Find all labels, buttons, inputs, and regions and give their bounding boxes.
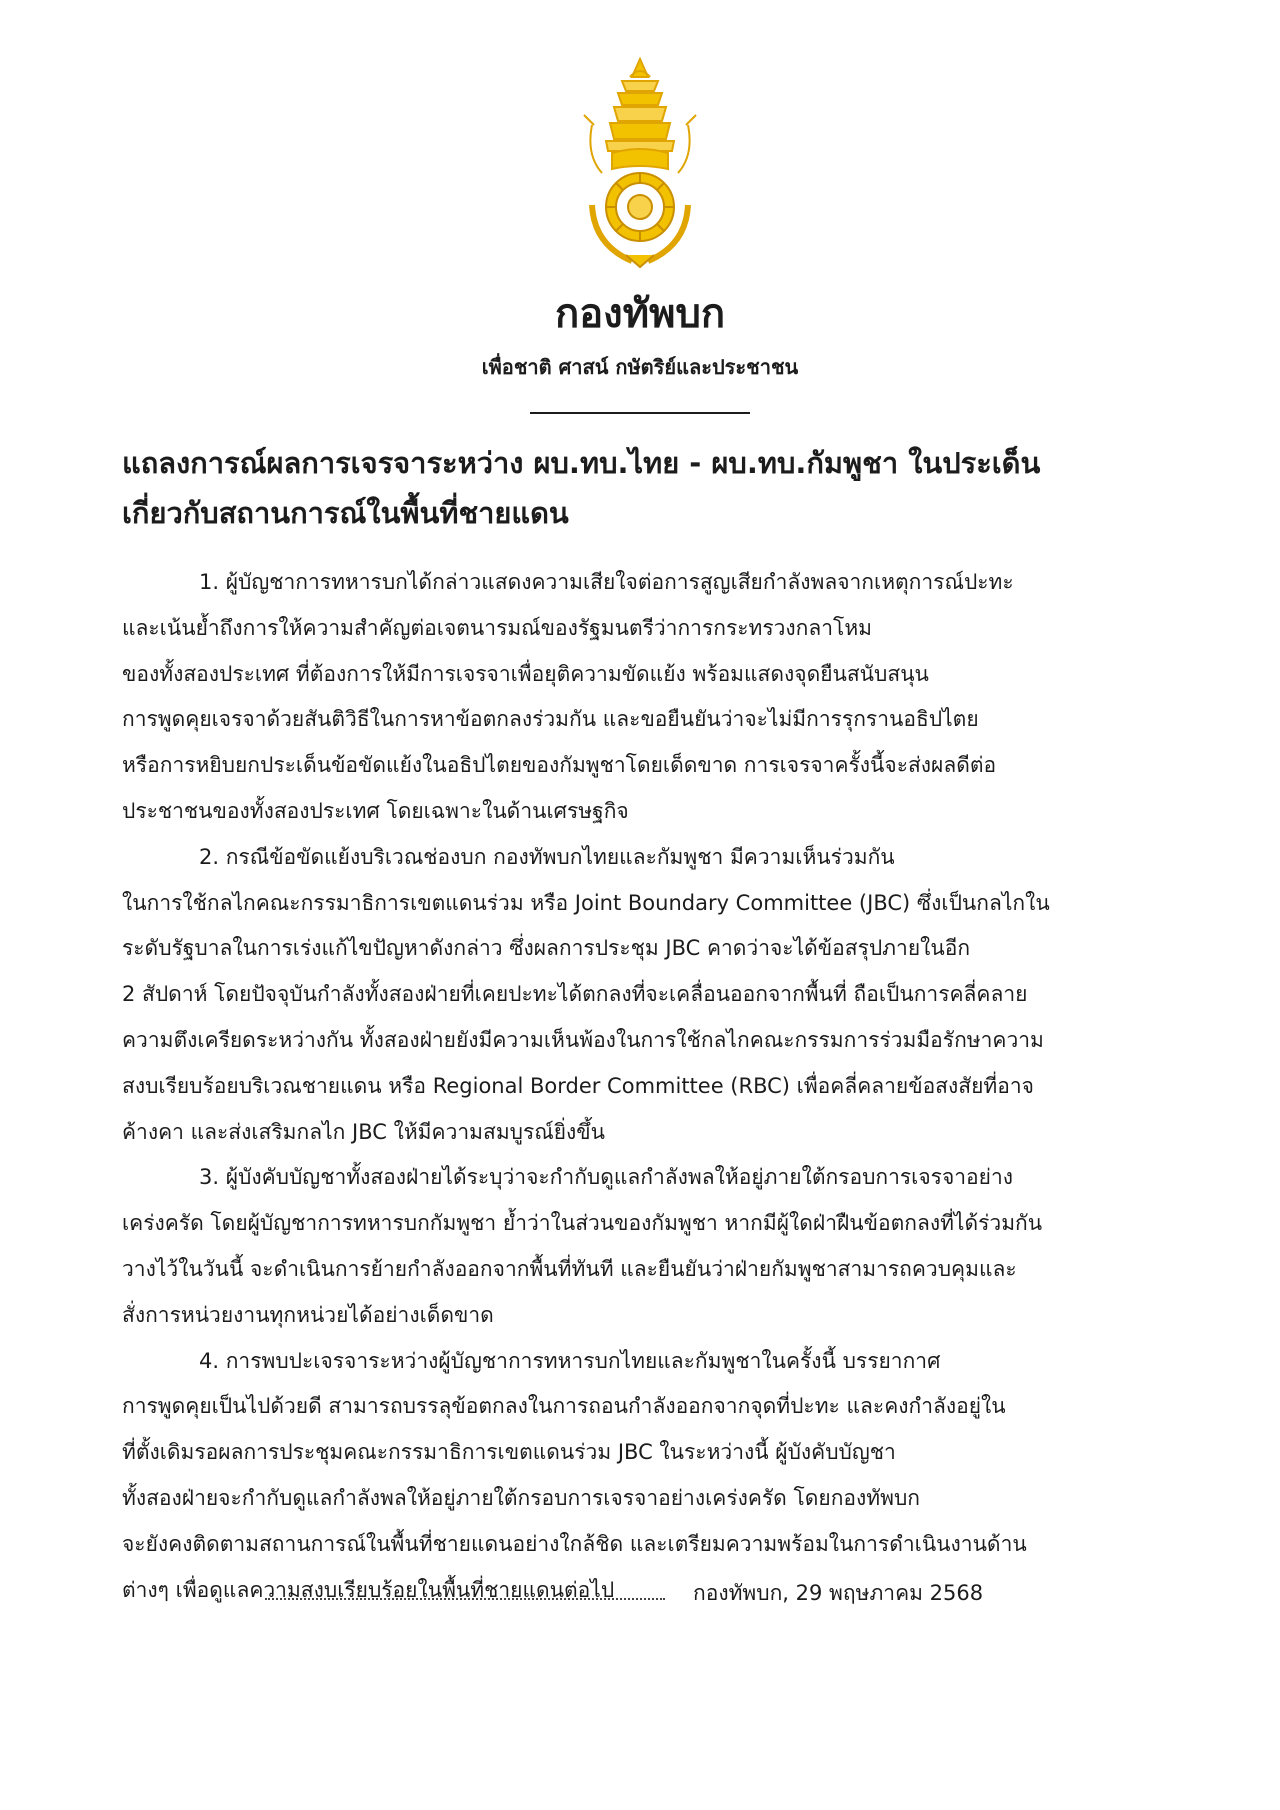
paragraph-line: การพูดคุยเป็นไปด้วยดี สามารถบรรลุข้อตกลงในการถอนกำลังออกจากจุดที่ปะทะ และคงกำลังอยู่ใน bbox=[122, 1394, 1006, 1419]
title-line: แถลงการณ์ผลการเจรจาระหว่าง ผบ.ทบ.ไทย - ผบ.ทบ.กัมพูชา ในประเด็น bbox=[122, 446, 1041, 480]
paragraph-line: ต่างๆ เพื่อดูแลความสงบเรียบร้อยในพื้นที่ชายแดนต่อไป bbox=[122, 1577, 615, 1602]
org-name: กองทัพบก bbox=[554, 291, 726, 337]
paragraph-line: วางไว้ในวันนี้ จะดำเนินการย้ายกำลังออกจากพื้นที่ทันที และยืนยันว่าฝ่ายกัมพูชาสามารถควบคุมและ bbox=[122, 1256, 1017, 1281]
org-motto: เพื่อชาติ ศาสน์ กษัตริย์และประชาชน bbox=[481, 355, 799, 379]
paragraph-line: ที่ตั้งเดิมรอผลการประชุมคณะกรรมาธิการเขตแดนร่วม JBC ในระหว่างนี้ ผู้บังคับบัญชา bbox=[122, 1440, 896, 1465]
statement-body bbox=[122, 560, 1182, 1613]
paragraph-line: ระดับรัฐบาลในการเร่งแก้ไขปัญหาดังกล่าว ซึ่งผลการประชุม JBC คาดว่าจะได้ข้อสรุปภายในอีก bbox=[122, 936, 971, 961]
paragraph-line: 2. กรณีข้อขัดแย้งบริเวณช่องบก กองทัพบกไทยและกัมพูชา มีความเห็นร่วมกัน bbox=[199, 844, 895, 869]
paragraph-line: เคร่งครัด โดยผู้บัญชาการทหารบกกัมพูชา ย้ำว่าในส่วนของกัมพูชา หากมีผู้ใดฝ่าฝืนข้อตกลงที่ได้ร่วมกัน bbox=[122, 1211, 1043, 1236]
paragraph-line: 2 สัปดาห์ โดยปัจจุบันกำลังทั้งสองฝ่ายที่เคยปะทะได้ตกลงที่จะเคลื่อนออกจากพื้นที่ ถือเป็นการคลี่คลาย bbox=[122, 982, 1028, 1007]
dotted-signature-line bbox=[265, 1580, 665, 1600]
statement-title bbox=[122, 438, 1182, 538]
paragraph-line: ประชาชนของทั้งสองประเทศ โดยเฉพาะในด้านเศรษฐกิจ bbox=[122, 798, 629, 823]
paragraph-line: ความตึงเครียดระหว่างกัน ทั้งสองฝ่ายยังมีความเห็นพ้องในการใช้กลไกคณะกรรมการร่วมมือรักษาความ bbox=[122, 1027, 1044, 1052]
signature-text: กองทัพบก, 29 พฤษภาคม 2568 bbox=[693, 1581, 984, 1605]
paragraph-line: ของทั้งสองประเทศ ที่ต้องการให้มีการเจรจาเพื่อยุติความขัดแย้ง พร้อมแสดงจุดยืนสนับสนุน bbox=[122, 661, 929, 686]
paragraph-line: จะยังคงติดตามสถานการณ์ในพื้นที่ชายแดนอย่างใกล้ชิด และเตรียมความพร้อมในการดำเนินงานด้าน bbox=[122, 1531, 1027, 1556]
paragraph-line: สงบเรียบร้อยบริเวณชายแดน หรือ Regional Border Committee (RBC) เพื่อคลี่คลายข้อสงสัยที่อาจ bbox=[122, 1073, 1034, 1098]
army-emblem-icon bbox=[572, 55, 708, 270]
paragraph-line: สั่งการหน่วยงานทุกหน่วยได้อย่างเด็ดขาด bbox=[122, 1302, 494, 1327]
paragraph-2 bbox=[122, 835, 1182, 1156]
paragraph-line: ทั้งสองฝ่ายจะกำกับดูแลกำลังพลให้อยู่ภายใต้กรอบการเจรจาอย่างเคร่งครัด โดยกองทัพบก bbox=[122, 1485, 921, 1510]
divider-line bbox=[530, 412, 750, 414]
paragraph-line: 1. ผู้บัญชาการทหารบกได้กล่าวแสดงความเสียใจต่อการสูญเสียกำลังพลจากเหตุการณ์ปะทะ bbox=[199, 570, 1014, 594]
paragraph-line: การพูดคุยเจรจาด้วยสันติวิธีในการหาข้อตกลงร่วมกัน และขอยืนยันว่าจะไม่มีการรุกรานอธิปไตย bbox=[122, 707, 979, 732]
paragraph-line: ค้างคา และส่งเสริมกลไก JBC ให้มีความสมบูรณ์ยิ่งขึ้น bbox=[122, 1119, 606, 1144]
paragraph-line: และเน้นย้ำถึงการให้ความสำคัญต่อเจตนารมณ์ของรัฐมนตรีว่าการกระทรวงกลาโหม bbox=[122, 615, 873, 640]
paragraph-line: 3. ผู้บังคับบัญชาทั้งสองฝ่ายได้ระบุว่าจะกำกับดูแลกำลังพลให้อยู่ภายใต้กรอบการเจรจาอย่าง bbox=[199, 1165, 1014, 1190]
signature-block bbox=[265, 1573, 1265, 1613]
title-line: เกี่ยวกับสถานการณ์ในพื้นที่ชายแดน bbox=[122, 496, 569, 530]
paragraph-line: หรือการหยิบยกประเด็นข้อขัดแย้งในอธิปไตยของกัมพูชาโดยเด็ดขาด การเจรจาครั้งนี้จะส่งผลดีต่อ bbox=[122, 753, 997, 778]
paragraph-3 bbox=[122, 1155, 1182, 1338]
paragraph-line: 4. การพบปะเจรจาระหว่างผู้บัญชาการทหารบกไทยและกัมพูชาในครั้งนี้ บรรยากาศ bbox=[199, 1348, 941, 1373]
paragraph-line: ในการใช้กลไกคณะกรรมาธิการเขตแดนร่วม หรือ Joint Boundary Committee (JBC) ซึ่งเป็นกลไกใน bbox=[122, 890, 1050, 915]
paragraph-1 bbox=[122, 560, 1182, 835]
